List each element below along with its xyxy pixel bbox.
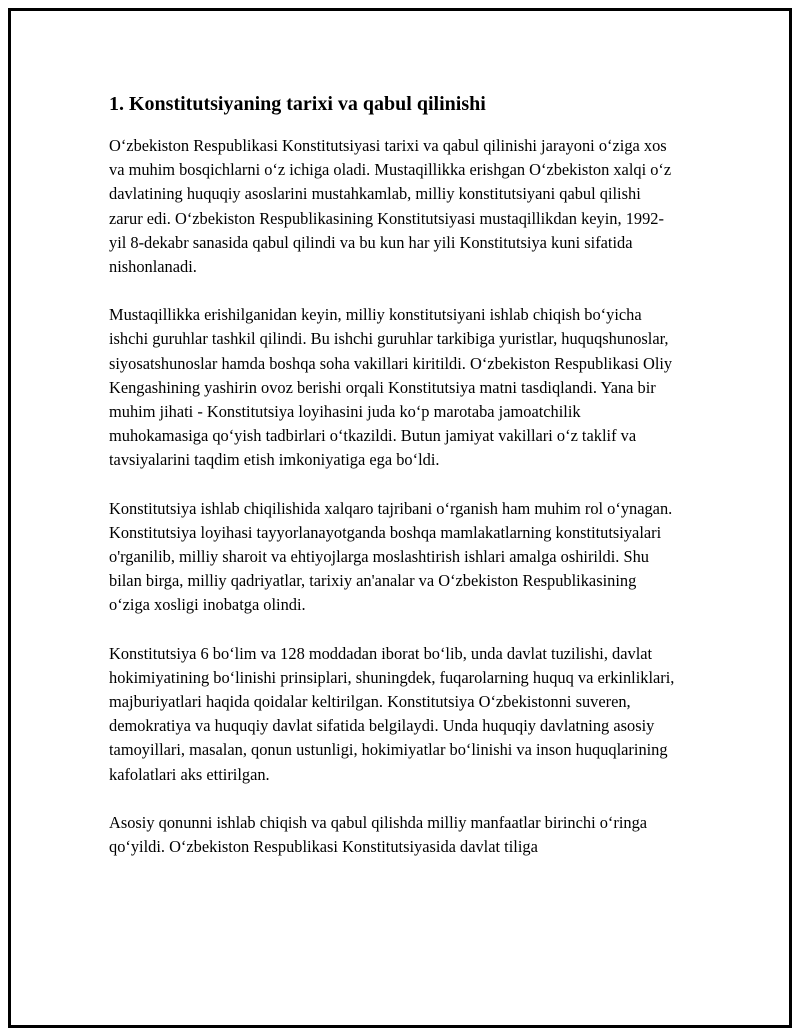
paragraph-4: Konstitutsiya 6 bo‘lim va 128 moddadan iborat bo‘lib, unda davlat tuzilishi, davlat hokimiyatining bo‘linishi prinsiplari, shuningdek, fuqarolarning huquq va erkinliklari, majburiyatlari haqida qoidalar keltirilgan. Konstitutsiya O‘zbekistonni suveren, demokratiya va huquqiy davlat sifatida belgilaydi. Unda huquqiy davlatning asosiy tamoyillari, masalan, qonun ustunligi, hokimiyatlar bo‘linishi va inson huquqlarining kafolatlari aks ettirilgan. — [109, 643, 675, 784]
document-body — [109, 86, 677, 883]
paragraph-5: Asosiy qonunni ishlab chiqish va qabul qilishda milliy manfaatlar birinchi o‘ringa qo‘yildi. O‘zbekiston Respublikasi Konstitutsiyasida davlat tiliga — [109, 812, 648, 857]
paragraph-1: O‘zbekiston Respublikasi Konstitutsiyasi tarixi va qabul qilinishi jarayoni o‘ziga xos va muhim bosqichlarni o‘z ichiga oladi. Mustaqillikka erishgan O‘zbekiston xalqi o‘z davlatining huquqiy asoslarini mustahkamlab, milliy konstitutsiyani qabul qilishi zarur edi. O‘zbekiston Respublikasining Konstitutsiyasi mustaqillikdan keyin, 1992-yil 8-dekabr sanasida qabul qilindi va bu kun har yili Konstitutsiya kuni sifatida nishonlanadi. — [109, 136, 672, 277]
paragraph-3: Konstitutsiya ishlab chiqilishida xalqaro tajribani o‘rganish ham muhim rol o‘ynagan. Konstitutsiya loyihasi tayyorlanayotganda boshqa mamlakatlarning konstitutsiyalari o'rganilib, milliy sharoit va ehtiyojlarga moslashtirish ishlari amalga oshirildi. Shu bilan birga, milliy qadriyatlar, tarixiy an'analar va O‘zbekiston Respublikasining o‘ziga xosligi inobatga olindi. — [109, 498, 673, 615]
section-heading: 1. Konstitutsiyaning tarixi va qabul qilinishi — [109, 93, 486, 115]
paragraph-2: Mustaqillikka erishilganidan keyin, milliy konstitutsiyani ishlab chiqish bo‘yicha ishchi guruhlar tashkil qilindi. Bu ishchi guruhlar tarkibiga yuristlar, huquqshunoslar, siyosatshunoslar hamda boshqa soha vakillari kiritildi. O‘zbekiston Respublikasi Oliy Kengashining yashirin ovoz berishi orqali Konstitutsiya matni tasdiqlandi. Yana bir muhim jihati - Konstitutsiya loyihasini juda ko‘p marotaba jamoatchilik muhokamasiga qo‘yish tadbirlari o‘tkazildi. Butun jamiyat vakillari o‘z taklif va tavsiyalarini taqdim etish imkoniyatiga ega bo‘ldi. — [109, 305, 673, 470]
